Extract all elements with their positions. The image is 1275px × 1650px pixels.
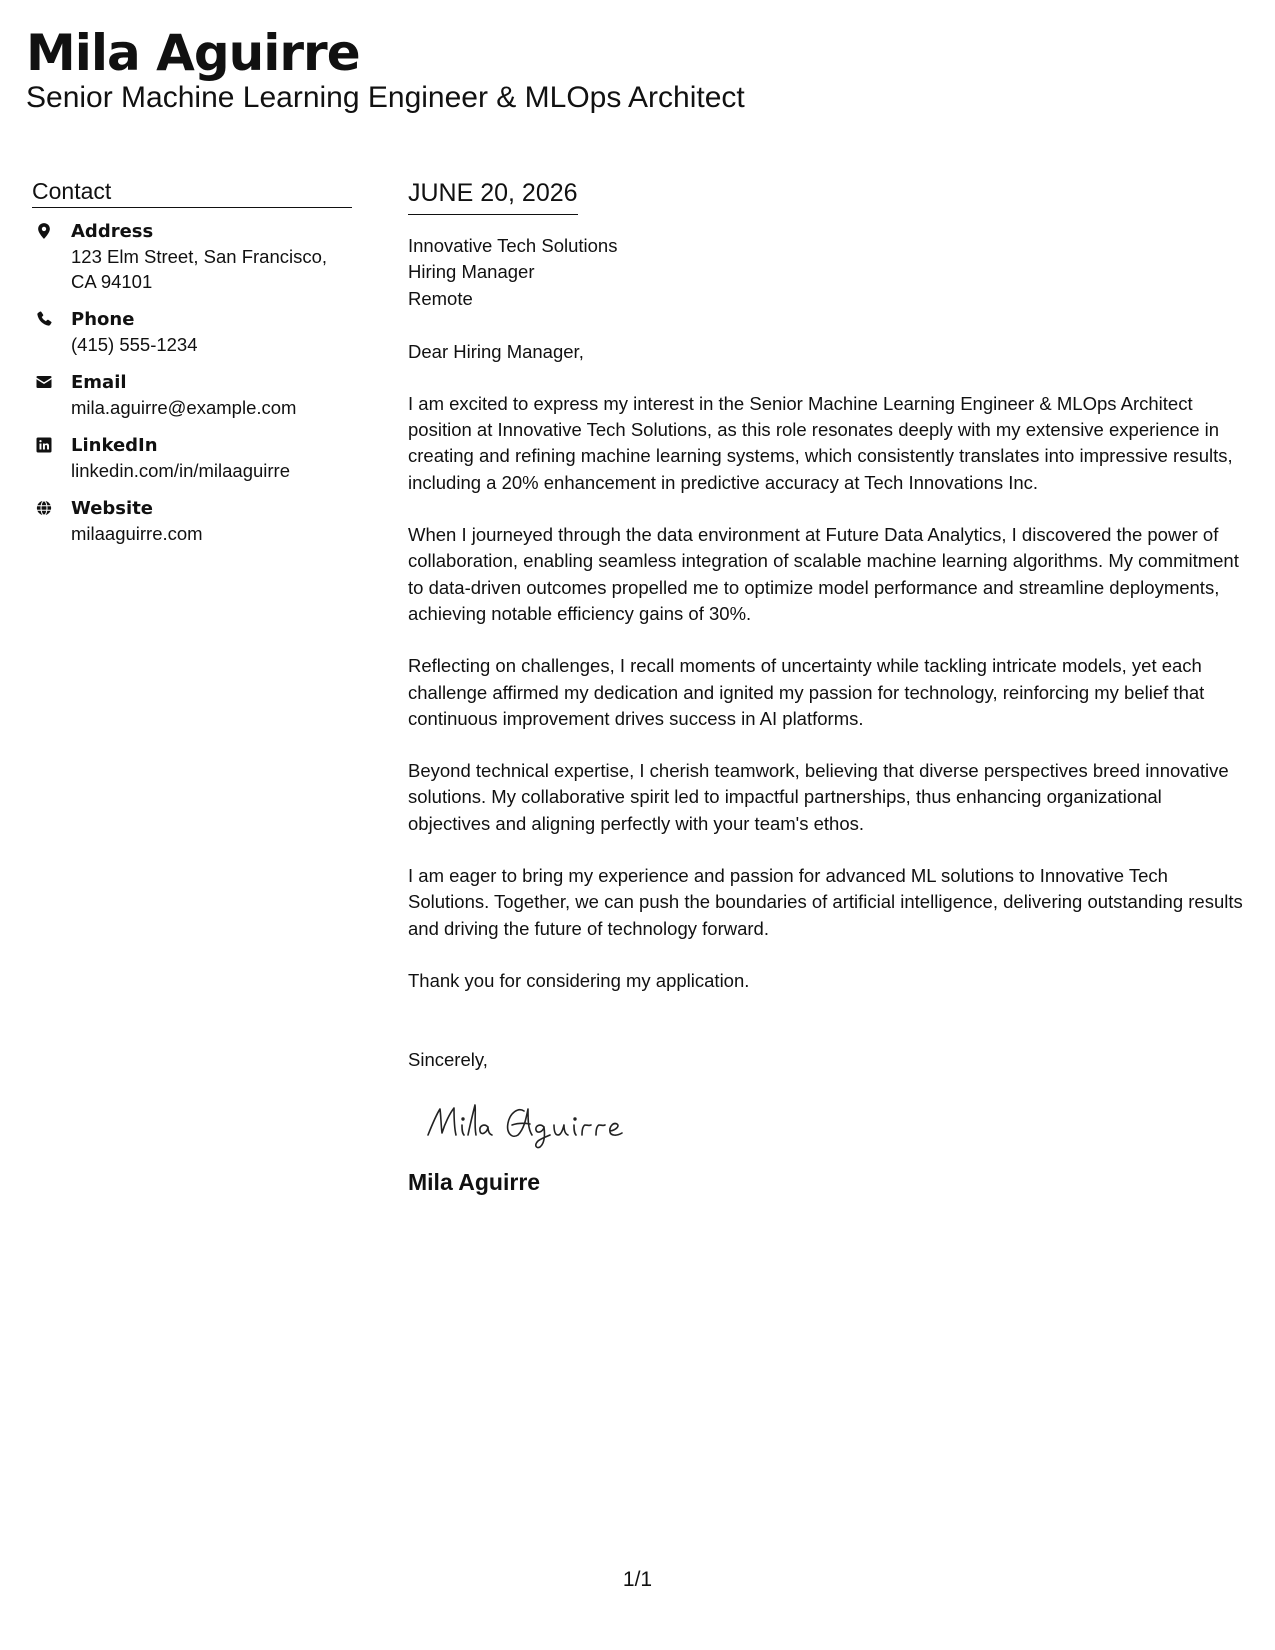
email-value: mila.aguirre@example.com — [71, 397, 297, 418]
phone-label: Phone — [71, 309, 135, 330]
paragraph: Thank you for considering my application. — [408, 969, 750, 991]
contact-item-website — [32, 497, 352, 546]
contact-sidebar — [32, 176, 352, 560]
email-label: Email — [71, 372, 127, 393]
contact-heading: Contact — [32, 176, 352, 208]
globe-icon — [35, 499, 53, 517]
page-number: 1/1 — [622, 1568, 653, 1591]
paragraph: Reflecting on challenges, I recall moments of uncertainty while tackling intricate models, yet each challenge affirmed my dedication and ignited my passion for technology, reinforcing my belief that continuous improvement drives success in AI platforms. — [408, 655, 1205, 729]
linkedin-value: linkedin.com/in/milaaguirre — [71, 460, 291, 481]
contact-item-phone — [32, 308, 352, 357]
contact-item-address — [32, 220, 352, 294]
phone-value: (415) 555-1234 — [71, 334, 198, 355]
website-value: milaaguirre.com — [71, 523, 203, 544]
website-label: Website — [71, 498, 154, 519]
salutation: Dear Hiring Manager, — [408, 340, 584, 362]
address-label: Address — [71, 221, 154, 242]
recipient-role: Hiring Manager — [408, 261, 535, 283]
handwritten-signature — [424, 1095, 664, 1149]
recipient-company: Innovative Tech Solutions — [408, 235, 618, 256]
contact-item-email — [32, 371, 352, 420]
closing: Sincerely, — [408, 1049, 488, 1071]
recipient-location: Remote — [408, 287, 473, 309]
paragraph: When I journeyed through the data environment at Future Data Analytics, I discovered the power of collaboration, enabling seamless integration of scalable machine learning algorithms. My commitment to data-driven outcomes propelled me to optimize model performance and streamline deployments, achieving notable efficiency gains of 30%. — [408, 524, 1239, 624]
paragraph: I am excited to express my interest in the Senior Machine Learning Engineer & MLOps Architect position at Innovative Tech Solutions, as this role resonates deeply with my extensive experience in creating and refining machine learning systems, which consistently translates into impressive results, including a 20% enhancement in predictive accuracy at Tech Innovations Inc. — [408, 392, 1233, 493]
applicant-name: Mila Aguirre — [26, 24, 360, 82]
letter-date: JUNE 20, 2026 — [408, 176, 578, 215]
phone-icon — [35, 310, 53, 328]
signer-name: Mila Aguirre — [408, 1169, 541, 1196]
letter-body — [408, 176, 1248, 1197]
paragraph: Beyond technical expertise, I cherish teamwork, believing that diverse perspectives breed innovative solutions. My collaborative spirit led to impactful partnerships, thus enhancing organizational objectives and aligning perfectly with your team's ethos. — [408, 760, 1229, 834]
paragraph: I am eager to bring my experience and passion for advanced ML solutions to Innovative Tech Solutions. Together, we can push the boundaries of artificial intelligence, delivering outstanding results and driving the future of technology forward. — [408, 865, 1243, 939]
recipient-block — [408, 233, 1248, 312]
contact-item-linkedin — [32, 434, 352, 483]
job-title: Senior Machine Learning Engineer & MLOps Architect — [26, 81, 745, 114]
linkedin-label: LinkedIn — [71, 435, 158, 456]
linkedin-icon — [35, 436, 53, 454]
map-pin-icon — [35, 222, 53, 240]
address-value: 123 Elm Street, San Francisco, CA 94101 — [71, 246, 328, 292]
envelope-icon — [35, 373, 53, 391]
